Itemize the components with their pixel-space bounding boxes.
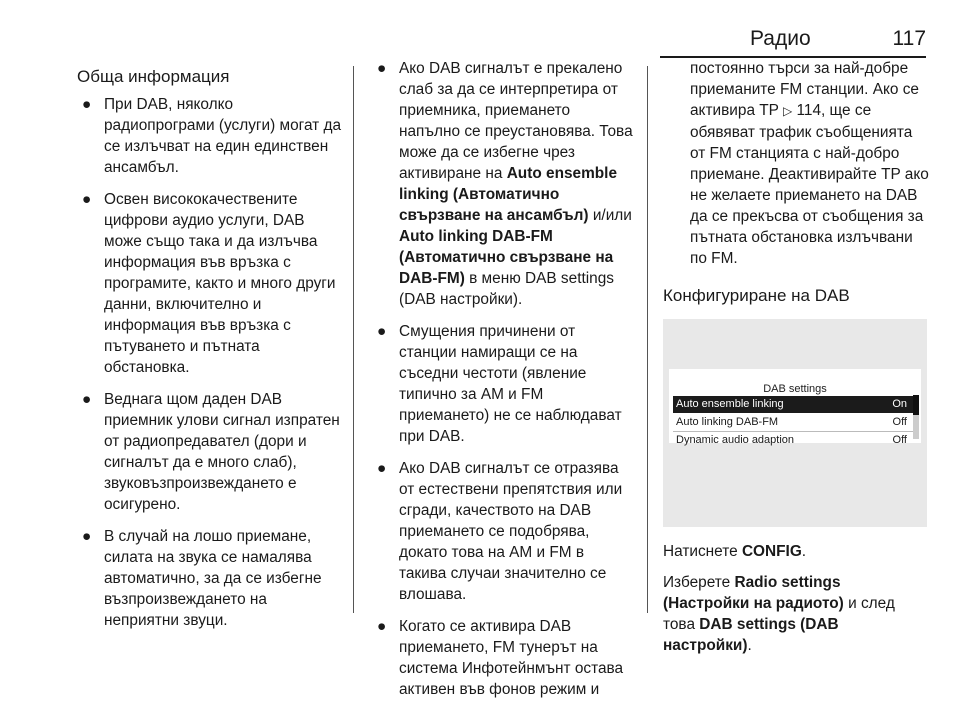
screen-title: DAB settings (763, 383, 827, 395)
paragraph-text: . (747, 637, 752, 654)
paragraph-text: постоянно търси за най-добре приеманите FM станции. Ако се активира TP (690, 60, 919, 119)
button-ref: CONFIG (741, 543, 802, 560)
list-item (77, 389, 342, 515)
menu-option-ref: Radio settings (Настройки на радиото) (663, 574, 844, 612)
bullet-icon: ● (377, 460, 387, 477)
section-heading: Обща информация (77, 67, 230, 86)
menu-option-ref: DAB settings (DAB настройки) (663, 616, 839, 654)
menu-row-auto-ensemble-linking (673, 396, 913, 413)
column-1 (77, 66, 342, 642)
paragraph (663, 541, 931, 562)
column-divider (353, 66, 354, 613)
scrollbar-thumb (913, 395, 919, 415)
list-item (372, 58, 634, 310)
bullet-icon: ● (82, 391, 92, 408)
list-item-text: Когато се активира DAB приемането, FM тунерът на система Инфотейнмънт остава активен във фонов режим и (399, 618, 624, 698)
list-item (372, 616, 634, 700)
list-item (77, 526, 342, 631)
list-item-text: При DAB, няколко радиопрограми (услуги) могат да се излъчват на един единствен ансамбъл. (104, 96, 342, 176)
paragraph-text: Натиснете (663, 543, 742, 560)
section-title: Радио (750, 27, 811, 50)
list-item (372, 458, 634, 605)
menu-row-auto-linking-dab-fm (673, 414, 913, 431)
paragraph (663, 58, 931, 269)
bullet-list (372, 58, 634, 700)
paragraph-text: Изберете (663, 574, 735, 591)
paragraph-text: и след това (663, 595, 895, 633)
list-item-text: в меню DAB settings (DAB настройки). (399, 270, 614, 308)
menu-row-value: Off (892, 416, 907, 428)
menu-row-value: On (892, 398, 907, 410)
page-number: 117 (892, 27, 926, 50)
bullet-icon: ● (377, 323, 387, 340)
list-item-text: Ако DAB сигналът е прекалено слаб за да се интерпретира от приемника, приемането напълно се преустановява. Това може да се избегне чрез активиране на (399, 60, 633, 182)
menu-option-ref: Auto ensemble linking (Автоматично свързване на ансамбъл) (399, 165, 618, 224)
bullet-icon: ● (82, 191, 92, 208)
menu-row-dynamic-audio-adaption (673, 432, 913, 449)
dab-settings-screenshot (663, 319, 927, 527)
section-heading: Конфигуриране на DAB (663, 286, 850, 305)
list-item (77, 189, 342, 378)
column-3 (663, 58, 931, 666)
paragraph (663, 572, 931, 656)
scrollbar (913, 395, 919, 439)
bullet-icon: ● (377, 618, 387, 635)
list-item (77, 94, 342, 178)
list-item-text: Ако DAB сигналът се отразява от естествени препятствия или сгради, качеството на DAB приемането се подобрява, докато това на AM и FM в такива случаи значително се влошава. (399, 460, 623, 603)
bullet-icon: ● (82, 96, 92, 113)
menu-option-ref: Auto linking DAB-FM (Автоматично свързване на DAB-FM) (399, 228, 614, 287)
page-ref-arrow-icon: ▷ (782, 104, 793, 118)
menu-row-label: Auto ensemble linking (676, 398, 784, 410)
column-divider (647, 66, 648, 613)
list-item-text: Веднага щом даден DAB приемник улови сигнал изпратен от радиопредавател (дори и сигналът да е много слаб), звуковъзпроизвеждането е осигурено. (104, 391, 340, 513)
paragraph-text: . (801, 543, 807, 560)
list-item-text: Смущения причинени от станции намиращи се на съседни честоти (явление типично за AM и FM приемането) не се наблюдават при DAB. (399, 323, 622, 445)
menu-row-label: Auto linking DAB-FM (676, 416, 779, 428)
bullet-icon: ● (377, 60, 387, 77)
page-header (660, 24, 926, 58)
menu-row-value: Off (892, 434, 907, 446)
list-item (372, 321, 634, 447)
list-item-text: В случай на лошо приемане, силата на звука се намалява автоматично, за да се избегне възпроизвеждането на неприятни звуци. (104, 528, 322, 629)
paragraph-text: 114, ще се обявяват трафик съобщенията от FM станцията с най-добро приемане. Деактивирайте TP ако не желаете приемането на DAB да се прекъсва от съобщения за пътната обстановка излъчвани по FM. (690, 102, 929, 267)
column-2 (372, 58, 634, 711)
menu-row-label: Dynamic audio adaption (676, 434, 795, 446)
list-item-text: и/или (588, 207, 632, 224)
list-item-text: Освен висококачествените цифрови аудио услуги, DAB може също така и да излъчва информация във връзка с програмите, както и много други данни, включително и информация във връзка с пътуването и пътната обстановка. (104, 191, 336, 376)
bullet-list (77, 94, 342, 631)
bullet-icon: ● (82, 528, 92, 545)
